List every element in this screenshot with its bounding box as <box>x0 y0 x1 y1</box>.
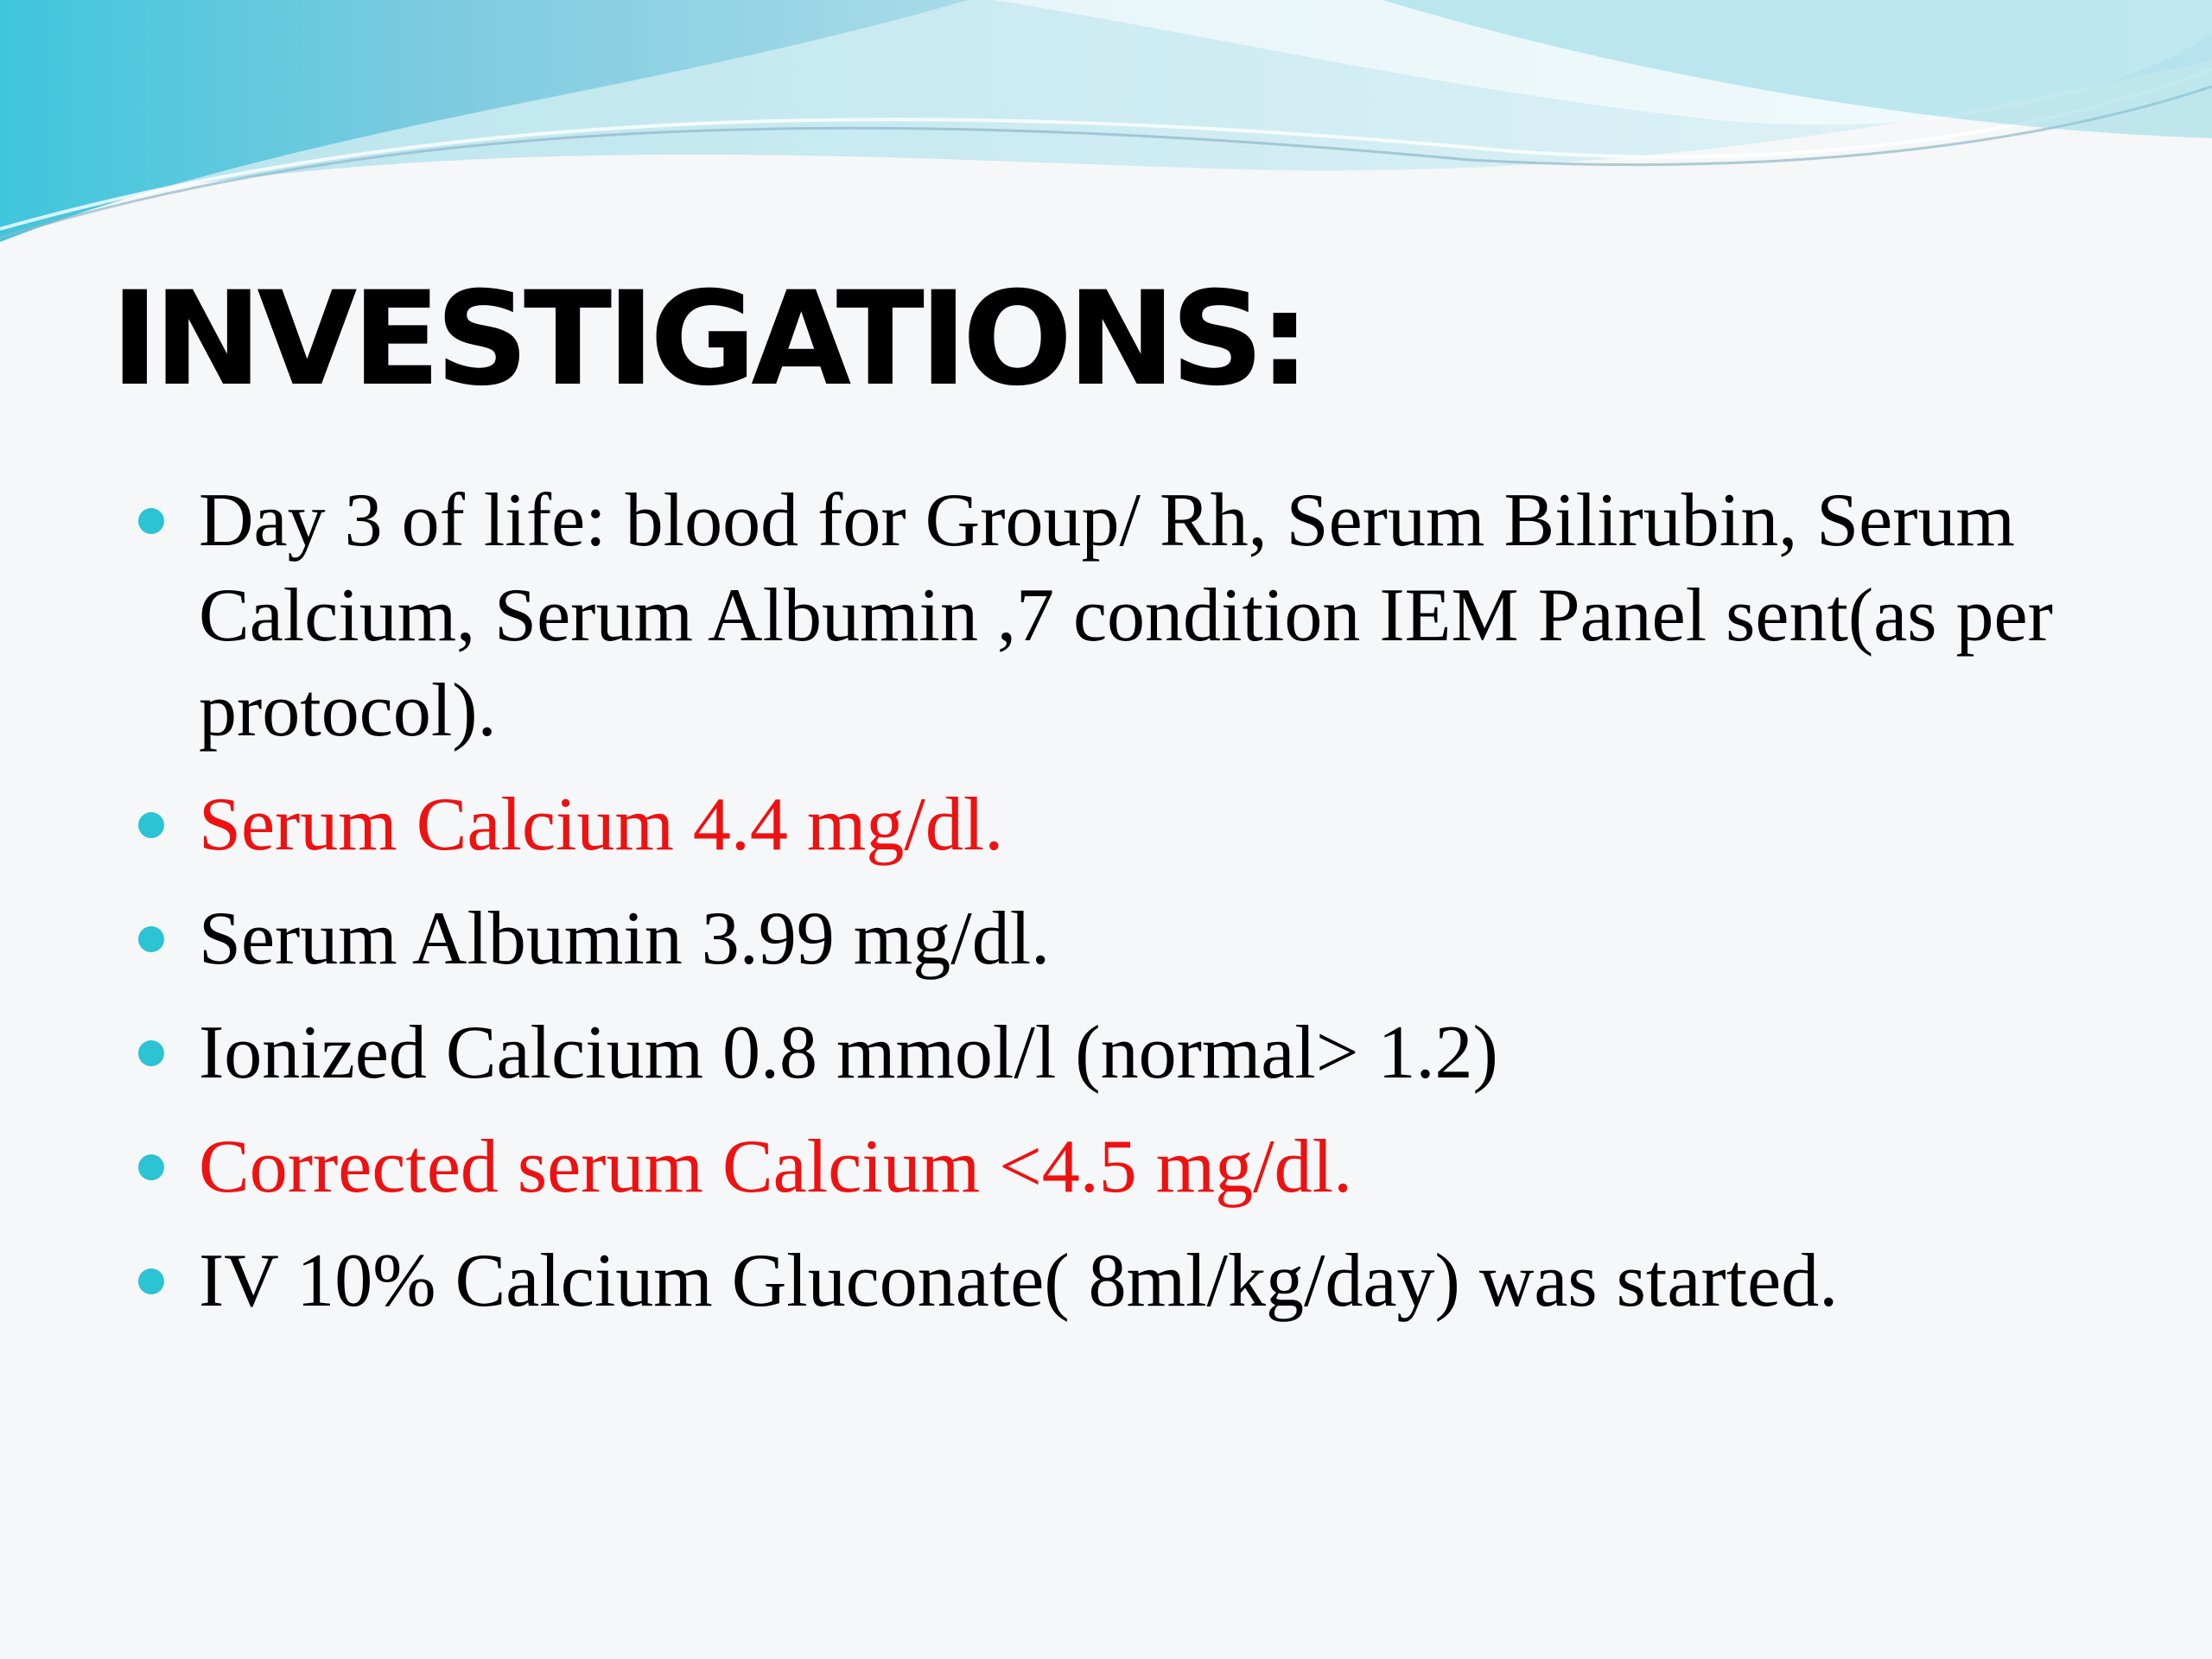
bullet-text: Corrected serum Calcium <4.5 mg/dl. <box>199 1125 1353 1209</box>
wave-header-decoration <box>0 0 2212 259</box>
bullet-dot-icon <box>138 1154 164 1180</box>
bullet-item-serum-calcium <box>130 778 2134 873</box>
bullet-item-ionized-calcium <box>130 1006 2134 1101</box>
bullet-dot-icon <box>138 1268 164 1294</box>
bullet-text: Serum Albumin 3.99 mg/dl. <box>199 897 1051 981</box>
bullet-item-investigations-sent <box>130 474 2134 759</box>
bullet-text: IV 10% Calcium Gluconate( 8ml/kg/day) was started. <box>199 1239 1839 1323</box>
bullet-dot-icon <box>138 508 164 534</box>
bullet-text: Ionized Calcium 0.8 mmol/l (normal> 1.2) <box>199 1011 1498 1095</box>
bullet-text: Day 3 of life: blood for Group/ Rh, Serum Bilirubin, Serum Calcium, Serum Albumin ,7 condition IEM Panel sent(as per protocol). <box>199 479 2053 753</box>
slide-title: INVESTIGATIONS: <box>111 264 1306 415</box>
bullet-item-treatment <box>130 1234 2134 1329</box>
bullet-list <box>130 474 2134 1348</box>
bullet-item-corrected-calcium <box>130 1120 2134 1215</box>
bullet-item-serum-albumin <box>130 892 2134 987</box>
bullet-dot-icon <box>138 812 164 838</box>
bullet-dot-icon <box>138 926 164 952</box>
bullet-text: Serum Calcium 4.4 mg/dl. <box>199 783 1004 867</box>
bullet-dot-icon <box>138 1040 164 1066</box>
